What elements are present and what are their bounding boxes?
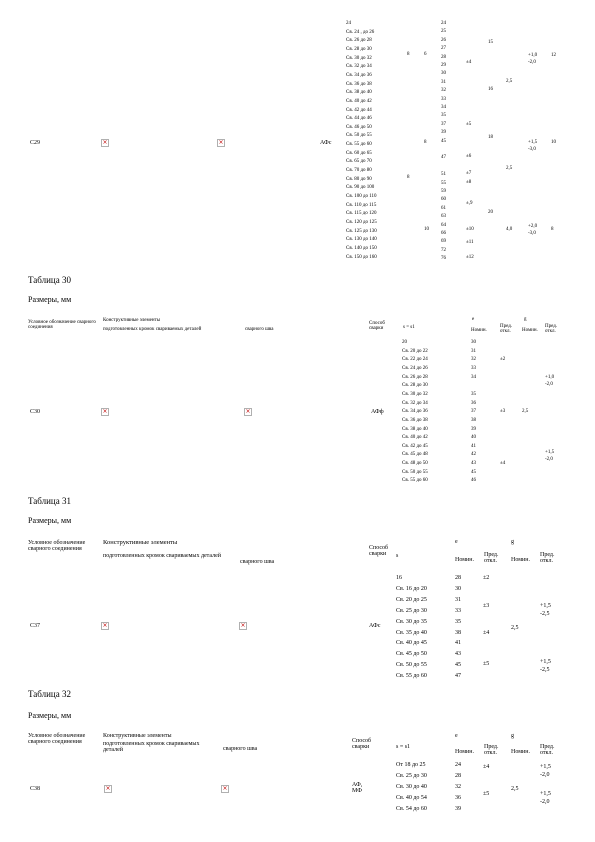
t30-cell: ±3 xyxy=(500,409,506,414)
table-cell: Св. 32 до 34 xyxy=(402,400,428,406)
t32-cell: -2,0 xyxy=(540,799,550,805)
table-cell: 28 xyxy=(441,54,446,60)
table-cell: 69 xyxy=(441,239,446,245)
header-e: e xyxy=(455,733,458,739)
table-cell: От 18 до 25 xyxy=(396,762,426,768)
table-cell: Св. 55 до 60 xyxy=(396,673,427,680)
t29-cell: 8 xyxy=(551,227,554,232)
table-cell: Св. 32 до 34 xyxy=(346,64,372,70)
table-cell: Св. 16 до 20 xyxy=(396,585,427,592)
t29-cell: ±7 xyxy=(466,171,472,176)
table-cell: Св. 40 до 42 xyxy=(402,435,428,441)
table-cell: 47 xyxy=(455,673,461,680)
table-cell: 59 xyxy=(441,189,446,194)
header-deviation: Пред. откл. xyxy=(545,324,558,334)
table-cell: Св. 48 до 50 xyxy=(402,461,428,467)
table-title: Таблица 30 xyxy=(28,275,71,285)
table-cell: 36 xyxy=(455,794,461,801)
t29-cell: ±5 xyxy=(466,122,472,127)
broken-image-icon: × xyxy=(102,408,108,415)
table-cell: Св. 65 до 70 xyxy=(346,159,372,165)
table-cell: Св. 110 до 115 xyxy=(346,202,377,208)
table-cell: 35 xyxy=(441,113,446,119)
table-cell: Св. 80 до 90 xyxy=(346,176,372,182)
t31-cell: -2,5 xyxy=(540,667,550,673)
header-deviation: Пред. откл. xyxy=(484,744,499,756)
table-cell: 37 xyxy=(441,121,446,127)
table-cell: Св. 26 до 28 xyxy=(346,38,372,44)
table-cell: Св. 55 до 60 xyxy=(402,478,428,484)
table-cell: 20 xyxy=(402,340,407,345)
t31-cell: ±2 xyxy=(483,575,490,581)
table-cell: 41 xyxy=(455,640,461,647)
table-cell: 16 xyxy=(396,575,402,581)
t29-cell: 10 xyxy=(424,227,429,232)
t29-cell: 4,0 xyxy=(506,227,513,232)
t32-code: С38 xyxy=(30,786,41,792)
table-cell: Св. 130 до 140 xyxy=(346,237,377,243)
header-constructive: Конструктивные элементы xyxy=(103,733,172,739)
table-cell: 28 xyxy=(455,575,461,581)
table-cell: 76 xyxy=(441,256,446,262)
t29-cell: 8 xyxy=(407,175,410,180)
table-cell: Св. 115 до 120 xyxy=(346,211,377,217)
header-nominal: Номин. xyxy=(455,749,474,755)
t31-cell: +1,5 xyxy=(540,659,551,665)
broken-image-icon: × xyxy=(105,785,111,792)
t29-cell: 2,5 xyxy=(506,79,513,84)
t29-cell: ±6 xyxy=(466,154,472,159)
table-cell: 28 xyxy=(455,772,461,779)
table-cell: 72 xyxy=(441,247,446,253)
table-cell: Св. 40 до 54 xyxy=(396,794,427,801)
table-cell: 24 xyxy=(455,762,461,768)
table-cell: 38 xyxy=(455,629,461,636)
table-cell: Св. 38 до 40 xyxy=(346,90,372,96)
table-cell: 24 xyxy=(441,21,446,26)
header-nominal: Номин. xyxy=(455,557,474,563)
header-deviation: Пред. откл. xyxy=(500,324,513,334)
header-method: Способ сварки xyxy=(369,321,385,331)
t30-cell: +1,0 xyxy=(545,375,555,380)
table-cell: 34 xyxy=(471,374,476,380)
t32-cell: 2,5 xyxy=(511,786,519,792)
table-cell: 32 xyxy=(471,357,476,363)
table-cell: 55 xyxy=(441,180,446,186)
header-g: g xyxy=(524,317,527,322)
t29-cell: ±,9 xyxy=(466,201,473,206)
table-title: Таблица 31 xyxy=(28,496,71,506)
table-cell: Св. 40 до 42 xyxy=(346,98,372,104)
header-nominal: Номин. xyxy=(522,328,538,333)
table-cell: 39 xyxy=(455,805,461,812)
broken-image-icon: × xyxy=(102,622,108,629)
table-cell: Св. 45 до 50 xyxy=(396,651,427,658)
header-g: g xyxy=(511,733,514,739)
t29-cell: ±10 xyxy=(466,227,474,232)
table-title: Таблица 32 xyxy=(28,689,71,699)
table-units: Размеры, мм xyxy=(28,295,72,304)
t29-cell: 8 xyxy=(424,140,427,145)
t29-cell: 18 xyxy=(488,135,493,140)
table-cell: 31 xyxy=(455,596,461,603)
table-cell: Св. 30 до 32 xyxy=(346,55,372,61)
t31-cell: 2,5 xyxy=(511,625,519,631)
table-cell: 61 xyxy=(441,205,446,211)
t29-cell: +1,0 xyxy=(528,53,538,58)
table-cell: Св. 28 до 30 xyxy=(402,383,428,389)
t29-code: С29 xyxy=(30,140,41,146)
broken-image-icon: × xyxy=(102,139,108,146)
table-cell: 47 xyxy=(441,155,446,161)
table-cell: Св. 42 до 44 xyxy=(346,107,372,113)
table-cell: 30 xyxy=(441,71,446,77)
header-deviation: Пред. откл. xyxy=(540,552,555,564)
table-cell: 38 xyxy=(471,417,476,423)
t29-cell: +2,0 xyxy=(528,224,538,229)
table-cell: Св. 20 до 22 xyxy=(402,348,428,354)
table-cell: Св. 30 до 32 xyxy=(402,391,428,397)
broken-image-icon: × xyxy=(222,785,228,792)
table-cell: 25 xyxy=(441,29,446,35)
header-g: g xyxy=(511,539,514,545)
t30-cell: -2,0 xyxy=(545,382,553,387)
header-seam: сварного шва xyxy=(240,559,275,565)
table-cell: 35 xyxy=(471,391,476,397)
table-cell: 63 xyxy=(441,214,446,220)
table-cell: Св. 25 до 30 xyxy=(396,772,427,779)
table-cell: Св. 46 до 50 xyxy=(346,124,372,130)
table-cell: 30 xyxy=(471,340,476,345)
table-cell: Св. 24 до 26 xyxy=(402,365,428,371)
t29-cell: 2,5 xyxy=(506,166,513,171)
table-cell: Св. 45 до 48 xyxy=(402,452,428,458)
broken-image-icon: × xyxy=(218,139,224,146)
table-cell: 36 xyxy=(471,400,476,406)
t29-cell: 8 xyxy=(407,52,410,57)
t32-cell: +1,5 xyxy=(540,764,551,770)
header-prepared: подготовленных кромок свариваемых деталей xyxy=(103,327,202,332)
table-cell: Св. 42 до 45 xyxy=(402,443,428,449)
table-cell: 29 xyxy=(441,63,446,68)
t30-code: С30 xyxy=(30,409,41,415)
header-e: e xyxy=(472,317,475,322)
table-cell: Св. 50 до 55 xyxy=(402,469,428,475)
t29-cell: -3,0 xyxy=(528,147,536,152)
table-cell: Св. 30 до 35 xyxy=(396,618,427,625)
table-cell: Св. 54 до 60 xyxy=(396,805,427,812)
table-cell: Св. 35 до 40 xyxy=(396,629,427,636)
table-cell: Св. 70 до 80 xyxy=(346,168,372,174)
header-method: Способ сварки xyxy=(352,738,372,750)
t29-cell: -2,0 xyxy=(528,60,536,65)
table-cell: Св. 34 до 36 xyxy=(346,72,372,78)
t29-cell: 12 xyxy=(551,53,556,58)
table-cell: Св. 120 до 125 xyxy=(346,219,377,225)
t29-cell: ±11 xyxy=(466,240,474,245)
t30-method: АФф xyxy=(371,409,384,415)
table-cell: 39 xyxy=(471,426,476,432)
t30-cell: +1,5 xyxy=(545,450,555,455)
table-cell: Св. 36 до 38 xyxy=(402,417,428,423)
t29-cell: -3,0 xyxy=(528,231,536,236)
header-constructive: Конструктивные элементы xyxy=(103,539,178,546)
table-cell: 31 xyxy=(441,79,446,85)
table-cell: 33 xyxy=(441,96,446,102)
header-nominal: Номин. xyxy=(511,749,530,755)
t29-cell: 16 xyxy=(488,87,493,92)
t29-cell: 6 xyxy=(424,52,427,57)
table-cell: Св. 28 до 30 xyxy=(346,46,372,52)
table-cell: 35 xyxy=(455,618,461,625)
table-cell: Св. 24 , до 26 xyxy=(346,29,375,35)
header-designation: Условное обозначение сварного соединения xyxy=(28,733,86,746)
table-cell: 60 xyxy=(441,197,446,203)
t29-method: АФс xyxy=(320,140,332,146)
table-cell: Св. 150 до 160 xyxy=(346,254,377,260)
t29-cell: ±8 xyxy=(466,180,472,185)
table-cell: 64 xyxy=(441,222,446,228)
table-cell: Св. 34 до 36 xyxy=(402,409,428,415)
table-cell: 42 xyxy=(471,452,476,458)
table-cell: 51 xyxy=(441,172,446,178)
broken-image-icon: × xyxy=(240,622,246,629)
table-cell: Св. 125 до 130 xyxy=(346,228,377,234)
t30-cell: -2,0 xyxy=(545,457,553,462)
header-constructive: Конструктивные элементы xyxy=(103,318,161,323)
table-cell: Св. 50 до 55 xyxy=(346,133,372,139)
table-cell: 32 xyxy=(441,88,446,94)
t30-cell: 2,5 xyxy=(522,409,529,414)
header-deviation: Пред. откл. xyxy=(540,744,555,756)
table-units: Размеры, мм xyxy=(28,711,72,720)
table-cell: Св. 100 до 110 xyxy=(346,194,377,199)
table-cell: Св. 50 до 55 xyxy=(396,662,427,669)
table-cell: 46 xyxy=(471,478,476,484)
table-cell: Св. 40 до 45 xyxy=(396,640,427,647)
table-cell: Св. 44 до 46 xyxy=(346,116,372,122)
header-e: e xyxy=(455,539,458,545)
table-cell: 41 xyxy=(471,443,476,449)
table-cell: 33 xyxy=(471,365,476,371)
table-cell: 45 xyxy=(455,662,461,669)
table-cell: Св. 25 до 30 xyxy=(396,607,427,614)
t32-cell: -2,0 xyxy=(540,772,550,778)
header-seam: сварного шва xyxy=(245,327,274,332)
table-cell: Св. 60 до 65 xyxy=(346,150,372,156)
t31-cell: +1,5 xyxy=(540,603,551,609)
table-cell: 45 xyxy=(441,138,446,144)
table-cell: Св. 90 до 100 xyxy=(346,185,375,191)
table-cell: 33 xyxy=(455,607,461,614)
table-cell: 39 xyxy=(441,130,446,136)
table-cell: Св. 38 до 40 xyxy=(402,426,428,432)
t31-cell: ±4 xyxy=(483,630,490,636)
table-cell: 43 xyxy=(471,461,476,467)
t31-cell: ±5 xyxy=(483,661,490,667)
t29-cell: 20 xyxy=(488,210,493,215)
header-seam: сварного шва xyxy=(223,746,258,752)
table-cell: Св. 55 до 60 xyxy=(346,142,372,148)
t29-cell: ±12 xyxy=(466,255,474,260)
t31-cell: -2,5 xyxy=(540,611,550,617)
table-cell: 66 xyxy=(441,231,446,236)
t30-cell: ±4 xyxy=(500,461,506,466)
table-cell: Св. 140 до 150 xyxy=(346,245,377,251)
header-deviation: Пред. откл. xyxy=(484,552,499,564)
table-cell: 34 xyxy=(441,105,446,110)
broken-image-icon: × xyxy=(245,408,251,415)
table-cell: Св. 22 до 24 xyxy=(402,357,428,363)
t32-cell: ±5 xyxy=(483,791,490,797)
table-cell: 30 xyxy=(455,585,461,592)
header-prepared: подготовленных кромок свариваемых деталей xyxy=(103,553,221,559)
table-cell: 43 xyxy=(455,651,461,658)
t31-code: С37 xyxy=(30,623,41,629)
table-cell: 26 xyxy=(441,37,446,43)
table-cell: Св. 20 до 25 xyxy=(396,596,427,603)
header-designation: Условное обозначение сварного соединения xyxy=(28,320,96,330)
header-prepared: подготовленных кромок свариваемых деталей xyxy=(103,741,200,753)
header-s: s = s1 xyxy=(396,744,411,750)
table-cell: 37 xyxy=(471,409,476,415)
t29-cell: 10 xyxy=(551,140,556,145)
header-method: Способ сварки xyxy=(369,545,389,557)
table-cell: 40 xyxy=(471,435,476,441)
t31-cell: ±3 xyxy=(483,603,490,609)
table-cell: Св. 36 до 38 xyxy=(346,81,372,87)
table-cell: 27 xyxy=(441,46,446,52)
table-units: Размеры, мм xyxy=(28,516,72,525)
table-cell: Св. 26 до 28 xyxy=(402,374,428,380)
header-nominal: Номин. xyxy=(471,328,487,333)
table-cell: 31 xyxy=(471,348,476,354)
table-cell: 45 xyxy=(471,469,476,475)
t32-method: АФ, МФ xyxy=(352,782,363,794)
t29-cell: ±4 xyxy=(466,60,472,65)
t32-cell: ±4 xyxy=(483,764,490,770)
t29-cell: +1,5 xyxy=(528,140,538,145)
header-designation: Условное обозначение сварного соединения xyxy=(28,540,86,553)
header-nominal: Номин. xyxy=(511,557,530,563)
header-s: s xyxy=(396,553,399,559)
table-cell: 24 xyxy=(346,21,351,26)
t30-cell: ±2 xyxy=(500,357,506,362)
t29-cell: 15 xyxy=(488,40,493,45)
t32-cell: +1,5 xyxy=(540,791,551,797)
table-cell: 32 xyxy=(455,783,461,790)
table-cell: Св. 30 до 40 xyxy=(396,783,427,790)
t31-method: АФс xyxy=(369,623,381,629)
header-s: s = s1 xyxy=(403,325,415,330)
